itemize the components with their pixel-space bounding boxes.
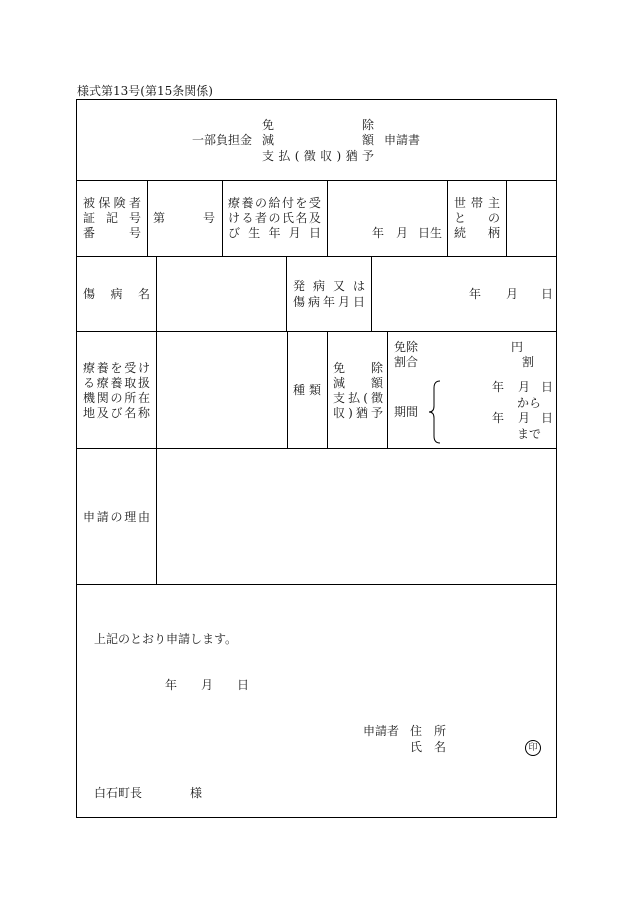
- birth-day: 日生: [418, 226, 443, 240]
- column-separator: [222, 180, 223, 256]
- facility-label: る 療 養 取 扱: [83, 376, 150, 390]
- column-separator: [387, 331, 388, 448]
- insured-card-label: 証 記 号: [83, 211, 141, 225]
- household-relation-label: 世 帯 主: [454, 196, 500, 210]
- row-separator: [76, 448, 557, 449]
- disease-name-label: 傷 病 名: [83, 287, 150, 301]
- type-label: 種 類: [293, 383, 321, 397]
- application-day: 日: [237, 678, 250, 692]
- period-from-month: 月: [518, 380, 531, 394]
- frame-top: [76, 99, 557, 100]
- period-brace: [428, 380, 442, 444]
- statement: 上記のとおり申請します。: [94, 632, 238, 646]
- addressee-suffix: 様: [190, 786, 203, 800]
- column-separator: [286, 256, 287, 331]
- seal-mark: 印: [525, 740, 541, 756]
- insured-card-label: 被 保 険 者: [83, 196, 141, 210]
- period-from-day: 日: [541, 380, 554, 394]
- column-separator: [156, 256, 157, 331]
- household-relation-label: と の: [454, 211, 500, 225]
- insured-card-label: 番 号: [83, 226, 141, 240]
- period-from-text: から: [517, 396, 542, 410]
- period-label: 期間: [394, 405, 419, 419]
- frame-right: [556, 99, 557, 817]
- type-option-exemption: 免 除: [333, 361, 383, 375]
- column-separator: [506, 180, 507, 256]
- period-to-text: まで: [517, 427, 542, 441]
- frame-bottom: [76, 817, 557, 818]
- column-separator: [371, 256, 372, 331]
- reason-label: 申 請 の 理 由: [83, 510, 150, 524]
- facility-label: 地 及 び 名 称: [83, 406, 150, 420]
- type-option-reduction: 減 額: [333, 376, 383, 390]
- wari-unit: 割: [522, 355, 535, 369]
- onset-day: 日: [541, 287, 554, 301]
- card-number-suffix: 号: [203, 211, 216, 225]
- name-label: 氏 名: [410, 740, 446, 754]
- column-separator: [327, 180, 328, 256]
- onset-date-label: 発 病 又 は: [293, 279, 365, 293]
- row-separator: [76, 331, 557, 332]
- column-separator: [447, 180, 448, 256]
- addressee: 白石町長: [94, 786, 143, 800]
- applicant-label: 申請者: [363, 724, 400, 738]
- row-separator: [76, 256, 557, 257]
- title-middle: 減 額: [262, 133, 374, 147]
- birth-month: 月: [396, 226, 409, 240]
- column-separator: [156, 331, 157, 448]
- title-suffix: 申請書: [384, 133, 421, 147]
- form-number: 様式第13号(第15条関係): [77, 84, 213, 98]
- ratio-label: 割合: [394, 355, 419, 369]
- recipient-label: け る 者 の 氏 名 及: [228, 211, 321, 225]
- exemption-label: 免除: [394, 340, 419, 354]
- address-label: 住 所: [410, 724, 446, 738]
- yen-unit: 円: [511, 340, 524, 354]
- application-year: 年: [165, 678, 178, 692]
- column-separator: [327, 331, 328, 448]
- onset-date-label: 傷 病 年 月 日: [293, 295, 365, 309]
- onset-month: 月: [506, 287, 519, 301]
- period-to-year: 年: [492, 411, 505, 425]
- period-to-month: 月: [518, 411, 531, 425]
- onset-year: 年: [469, 287, 482, 301]
- row-separator: [76, 584, 557, 585]
- title-top: 免 除: [262, 118, 374, 132]
- frame-left: [76, 99, 77, 817]
- household-relation-label: 続 柄: [454, 226, 500, 240]
- type-option-deferral: 支 払 ( 徴: [333, 391, 383, 405]
- column-separator: [147, 180, 148, 256]
- facility-label: 療 養 を 受 け: [83, 361, 150, 375]
- title-bottom: 支 払 ( 徴 収 ) 猶 予: [262, 149, 374, 163]
- column-separator: [156, 448, 157, 584]
- recipient-label: 療 養 の 給 付 を 受: [228, 196, 321, 210]
- application-month: 月: [201, 678, 214, 692]
- card-number-prefix: 第: [153, 211, 166, 225]
- row-separator: [76, 180, 557, 181]
- type-option-deferral: 収 ) 猶 予: [333, 406, 383, 420]
- period-from-year: 年: [492, 380, 505, 394]
- birth-year: 年: [372, 226, 385, 240]
- column-separator: [287, 331, 288, 448]
- period-to-day: 日: [541, 411, 554, 425]
- facility-label: 機 関 の 所 在: [83, 391, 150, 405]
- recipient-label: び 生 年 月 日: [228, 226, 321, 240]
- title-prefix: 一部負担金: [192, 133, 253, 147]
